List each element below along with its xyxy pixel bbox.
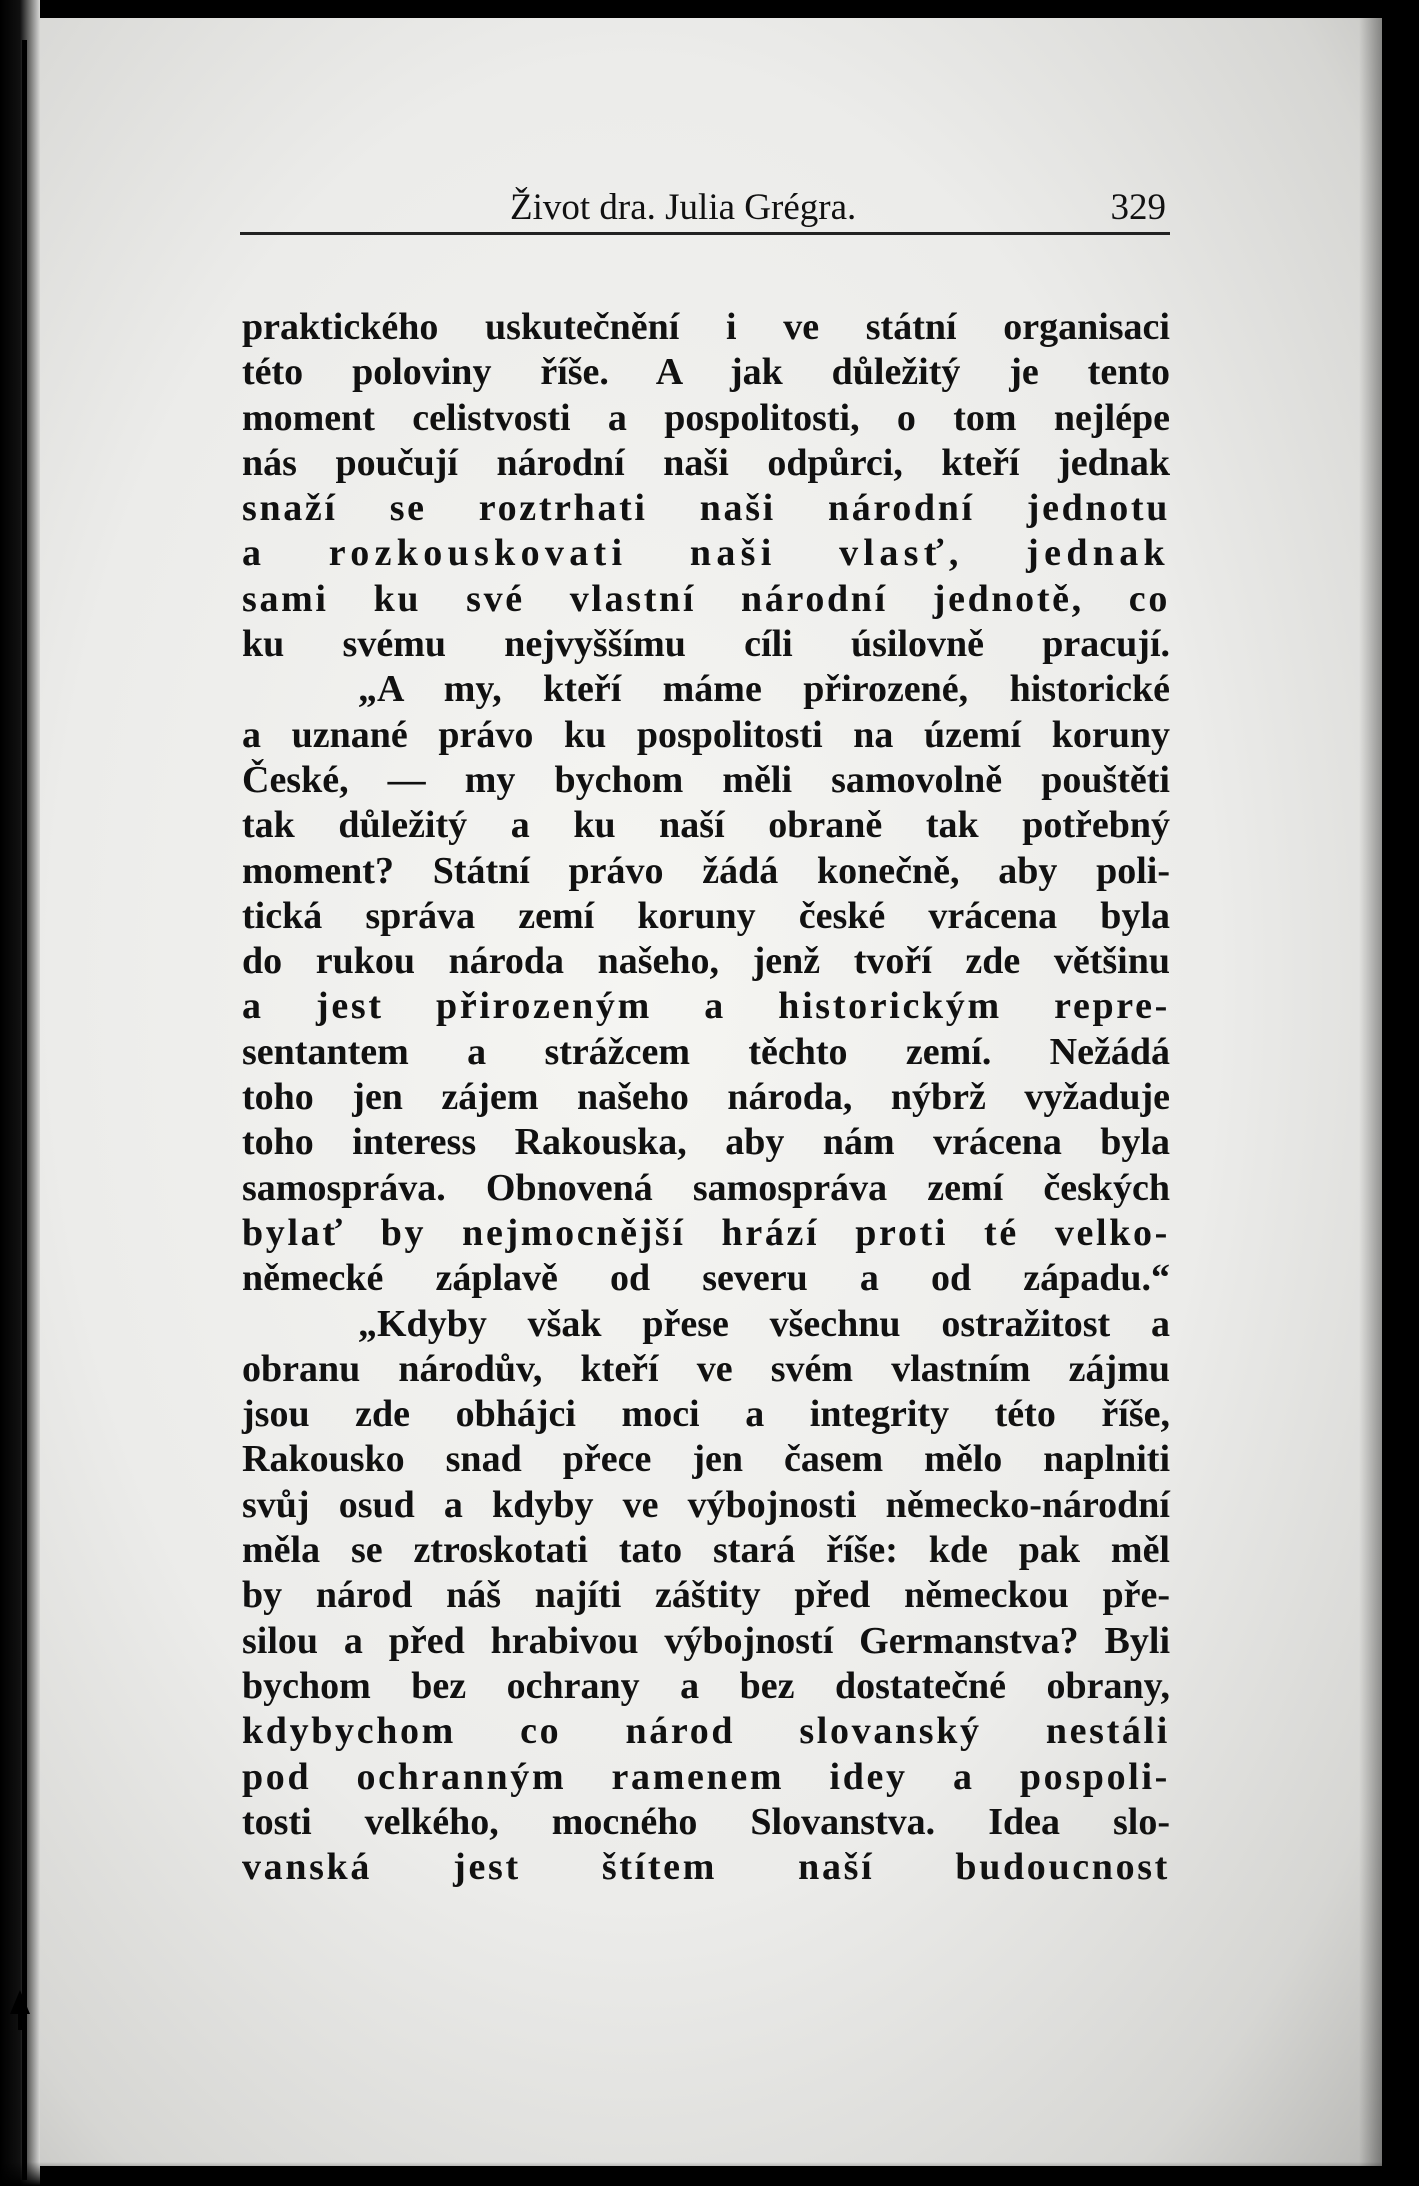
text-line: německé záplavě od severu a od západu.“ xyxy=(242,1257,1170,1300)
text-line: nás poučují národní naši odpůrci, kteří jednak xyxy=(242,441,1170,484)
book-binding-edge xyxy=(0,0,40,2186)
right-page-shadow xyxy=(1359,0,1419,2186)
text-line: tosti velkého, mocného Slovanstva. Idea slo- xyxy=(242,1800,1170,1843)
text-line: moment celistvosti a pospolitosti, o tom nejlépe xyxy=(242,396,1170,439)
text-line: sami ku své vlastní národní jednotě, co xyxy=(242,577,1170,620)
text-line: pod ochranným ramenem idey a pospoli- xyxy=(242,1755,1170,1798)
text-line: Rakousko snad přece jen časem mělo naplniti xyxy=(242,1438,1170,1481)
text-line: měla se ztroskotati tato stará říše: kde pak měl xyxy=(242,1529,1170,1572)
text-line: České, — my bychom měli samovolně pouštěti xyxy=(242,758,1170,801)
top-scan-edge xyxy=(0,0,1419,18)
text-line: ku svému nejvyššímu cíli úsilovně pracují. xyxy=(242,623,1170,666)
text-line: bylať by nejmocnější hrází proti té velko- xyxy=(242,1211,1170,1254)
text-line: a jest přirozeným a historickým repre- xyxy=(242,985,1170,1028)
text-line: „Kdyby však přese všechnu ostražitost a xyxy=(358,1302,1170,1345)
header-rule xyxy=(240,232,1170,235)
running-header xyxy=(240,186,1170,234)
text-line: sentantem a strážcem těchto zemí. Nežádá xyxy=(242,1030,1170,1073)
text-line: kdybychom co národ slovanský nestáli xyxy=(242,1710,1170,1753)
text-line: snaží se roztrhati naši národní jednotu xyxy=(242,487,1170,530)
text-line: silou a před hrabivou výbojností Germanstva? Byli xyxy=(242,1619,1170,1662)
text-line: tická správa zemí koruny české vrácena byla xyxy=(242,894,1170,937)
text-line: „A my, kteří máme přirozené, historické xyxy=(358,668,1170,711)
text-line: obranu národův, kteří ve svém vlastním zájmu xyxy=(242,1347,1170,1390)
bottom-scan-edge xyxy=(0,2162,1419,2186)
text-line: moment? Státní právo žádá konečně, aby poli- xyxy=(242,849,1170,892)
text-line: vanská jest štítem naší budoucnost xyxy=(242,1846,1170,1889)
running-title: Život dra. Julia Grégra. xyxy=(510,187,857,228)
text-line: praktického uskutečnění i ve státní organisaci xyxy=(242,306,1170,348)
text-line: by národ náš najíti záštity před německou pře- xyxy=(242,1574,1170,1617)
text-line: do rukou národa našeho, jenž tvoří zde většinu xyxy=(242,940,1170,983)
text-line: a uznané právo ku pospolitosti na území koruny xyxy=(242,713,1170,756)
text-line: této poloviny říše. A jak důležitý je tento xyxy=(242,351,1170,394)
text-line: a rozkouskovati naši vlasť, jednak xyxy=(242,532,1170,575)
text-line: jsou zde obhájci moci a integrity této říše, xyxy=(242,1393,1170,1436)
text-line: toho interess Rakouska, aby nám vrácena byla xyxy=(242,1121,1170,1164)
text-line: samospráva. Obnovená samospráva zemí českých xyxy=(242,1166,1170,1209)
text-line: bychom bez ochrany a bez dostatečné obrany, xyxy=(242,1664,1170,1707)
page-number: 329 xyxy=(1110,187,1166,228)
text-line: tak důležitý a ku naší obraně tak potřebný xyxy=(242,804,1170,847)
text-line: toho jen zájem našeho národa, nýbrž vyžaduje xyxy=(242,1076,1170,1119)
text-line: svůj osud a kdyby ve výbojnosti německo-národní xyxy=(242,1483,1170,1526)
binding-line xyxy=(22,40,27,2180)
body-text xyxy=(242,305,1170,1890)
